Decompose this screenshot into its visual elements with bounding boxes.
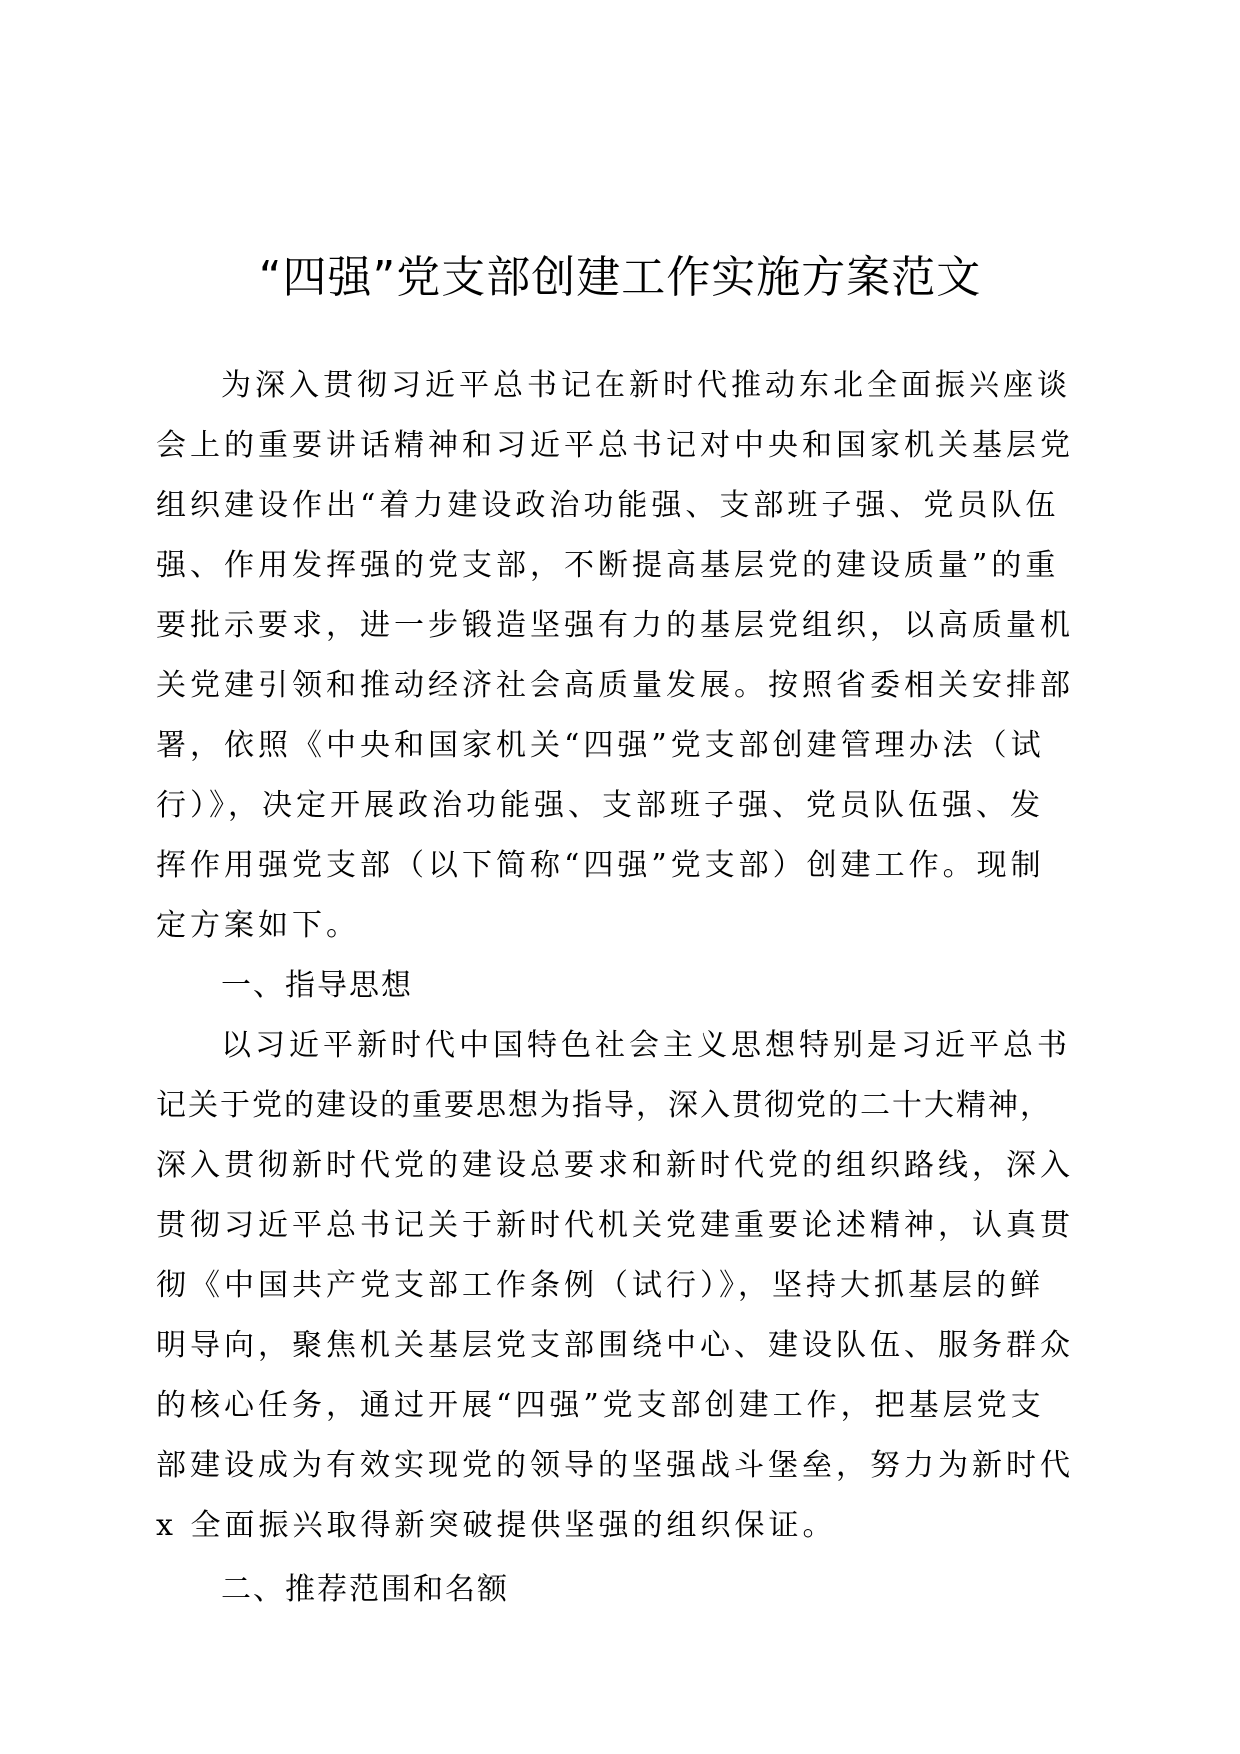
- section1-line-6: 明导向，聚焦机关基层党支部围绕中心、建设队伍、服务群众: [156, 1328, 1074, 1363]
- intro-line-7: 署，依照《中央和国家机关“四强”党支部创建管理办法（试: [156, 728, 1045, 763]
- section1-line-4: 贯彻习近平总书记关于新时代机关党建重要论述精神，认真贯: [156, 1208, 1074, 1243]
- section-heading-scope-and-quota: 二、推荐范围和名额: [221, 1572, 509, 1607]
- section1-line-3: 深入贯彻新时代党的建设总要求和新时代党的组织路线，深入: [156, 1148, 1074, 1183]
- intro-line-10: 定方案如下。: [156, 908, 360, 943]
- document-title: “四强”党支部创建工作实施方案范文: [258, 252, 982, 303]
- intro-line-4: 强、作用发挥强的党支部，不断提高基层党的建设质量”的重: [156, 548, 1060, 583]
- section1-line-8: 部建设成为有效实现党的领导的坚强战斗堡垒，努力为新时代: [156, 1448, 1074, 1483]
- intro-line-6: 关党建引领和推动经济社会高质量发展。按照省委相关安排部: [156, 668, 1074, 703]
- intro-line-2: 会上的重要讲话精神和习近平总书记对中央和国家机关基层党: [156, 428, 1074, 463]
- intro-line-8: 行）》，决定开展政治功能强、支部班子强、党员队伍强、发: [156, 788, 1044, 823]
- section1-line-2: 记关于党的建设的重要思想为指导，深入贯彻党的二十大精神，: [156, 1088, 1052, 1123]
- section1-line-9: x 全面振兴取得新突破提供坚强的组织保证。: [156, 1508, 837, 1543]
- section1-line-7: 的核心任务，通过开展“四强”党支部创建工作，把基层党支: [156, 1388, 1045, 1423]
- section1-line-5: 彻《中国共产党支部工作条例（试行）》，坚持大抓基层的鲜: [156, 1268, 1044, 1303]
- intro-line-9: 挥作用强党支部（以下简称“四强”党支部）创建工作。现制: [156, 848, 1045, 883]
- section1-line-1: 以习近平新时代中国特色社会主义思想特别是习近平总书: [221, 1028, 1071, 1063]
- intro-line-5: 要批示要求，进一步锻造坚强有力的基层党组织，以高质量机: [156, 608, 1074, 643]
- intro-line-3: 组织建设作出“着力建设政治功能强、支部班子强、党员队伍: [156, 488, 1060, 523]
- document-body: [156, 356, 1074, 1620]
- intro-line-1: 为深入贯彻习近平总书记在新时代推动东北全面振兴座谈: [221, 368, 1071, 403]
- section-heading-guiding-ideology: 一、指导思想: [221, 968, 413, 1003]
